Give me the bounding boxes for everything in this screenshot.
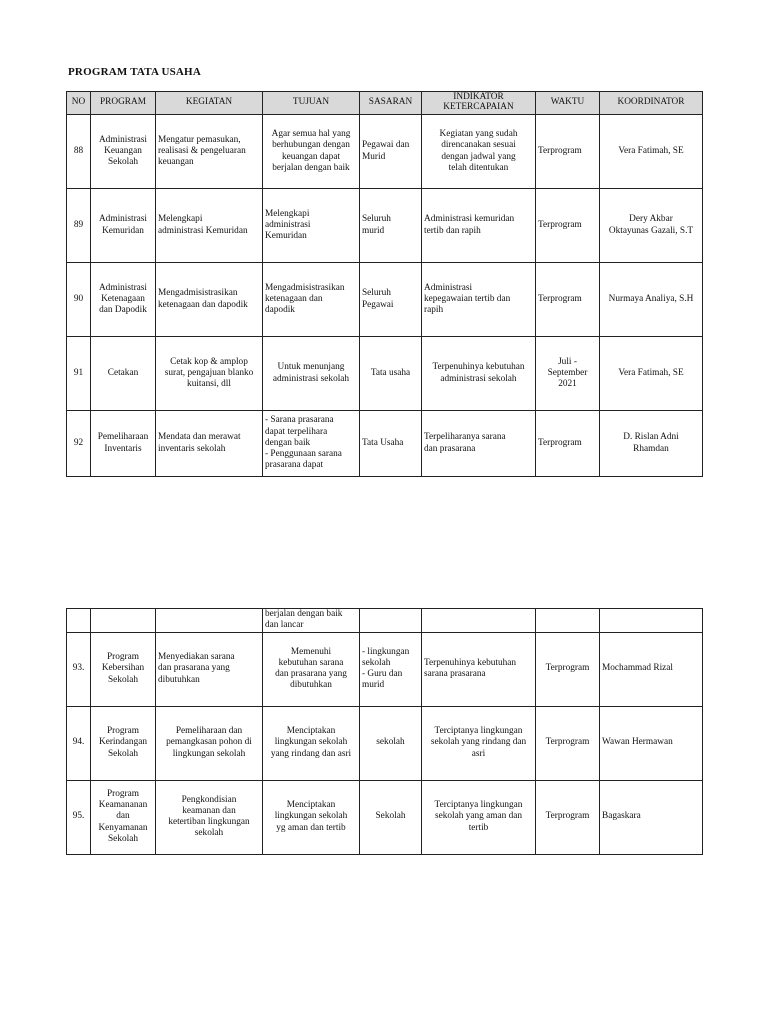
- indikator-line: tertib: [468, 822, 489, 833]
- no-cell: 91: [67, 337, 91, 411]
- tujuan-line: yg aman dan tertib: [276, 822, 346, 833]
- program-line: Program: [106, 788, 140, 799]
- tujuan-line: administrasi sekolah: [272, 373, 350, 384]
- tujuan-line: - Penggunaan sarana: [265, 449, 342, 460]
- tujuan-line: administrasi: [265, 219, 311, 230]
- kegiatan-line: inventaris sekolah: [158, 443, 226, 454]
- header-waktu: WAKTU: [536, 92, 600, 115]
- kegiatan-line: ketertiban lingkungan: [168, 817, 250, 828]
- kegiatan-line: Mengadmisistrasikan: [158, 288, 238, 299]
- koordinator-line: Wawan Hermawan: [602, 737, 673, 748]
- tujuan-line: dapodik: [265, 305, 295, 316]
- waktu-cell: [536, 189, 600, 263]
- table-header-row: [67, 92, 703, 115]
- tujuan-line: prasarana dapat: [265, 460, 324, 471]
- sasaran-line: murid: [362, 225, 385, 236]
- koordinator-line: D. Rislan Adni: [623, 432, 679, 443]
- indikator-line: tertib dan rapih: [424, 225, 481, 236]
- header-kegiatan: KEGIATAN: [156, 92, 263, 115]
- kegiatan-line: kuitansi, dll: [187, 379, 231, 390]
- indikator-line: sekolah yang rindang dan: [430, 737, 527, 748]
- tujuan-line: Mengadmisistrasikan: [265, 282, 345, 293]
- koordinator-cell: [600, 706, 703, 780]
- waktu-cell: [536, 411, 600, 477]
- waktu-line: Terprogram: [538, 219, 582, 230]
- table-row: [67, 632, 703, 706]
- sasaran-cell: [360, 115, 422, 189]
- tujuan-line: dan lancar: [265, 620, 304, 631]
- tujuan-cell: [263, 780, 360, 854]
- tujuan-line: dapat terpelihara: [265, 426, 328, 437]
- header-koordinator: KOORDINATOR: [600, 92, 703, 115]
- kegiatan-line: keamanan dan: [182, 805, 236, 816]
- program-line: Kerindangan: [98, 737, 147, 748]
- indikator-cell: [422, 780, 536, 854]
- table-row: [67, 115, 703, 189]
- koordinator-line: Vera Fatimah, SE: [618, 145, 684, 156]
- koordinator-cell: [600, 337, 703, 411]
- kegiatan-line: pemangkasan pohon di: [166, 737, 252, 748]
- program-line: Keamananan: [98, 800, 148, 811]
- tujuan-cell: [263, 263, 360, 337]
- program-cell: [91, 632, 156, 706]
- tujuan-cell: [263, 411, 360, 477]
- sasaran-cell: [360, 706, 422, 780]
- table-row: [67, 263, 703, 337]
- tujuan-line: berjalan dengan baik: [265, 609, 343, 619]
- table-row: [67, 706, 703, 780]
- waktu-line: Terprogram: [538, 293, 582, 304]
- table-row: [67, 189, 703, 263]
- indikator-line: sarana prasarana: [424, 669, 486, 680]
- indikator-line: dengan jadwal yang: [441, 151, 516, 162]
- indikator-cell: [422, 189, 536, 263]
- tujuan-line: keuangan dapat: [281, 151, 341, 162]
- program-line: Kemuridan: [102, 225, 144, 236]
- program-line: Sekolah: [108, 834, 138, 845]
- koordinator-cell: [600, 263, 703, 337]
- kegiatan-cell: [156, 337, 263, 411]
- indikator-line: Administrasi: [424, 282, 473, 293]
- sasaran-line: Pegawai: [362, 299, 394, 310]
- program-line: Program: [106, 726, 140, 737]
- waktu-line: Terprogram: [545, 811, 590, 822]
- kegiatan-cell: [156, 263, 263, 337]
- tujuan-line: lingkungan sekolah: [274, 811, 348, 822]
- kegiatan-line: realisasi & pengeluaran: [158, 145, 246, 156]
- program-line: Sekolah: [108, 748, 138, 759]
- sasaran-cell: [360, 337, 422, 411]
- sasaran-line: Tata usaha: [370, 367, 411, 378]
- koordinator-line: Nurmaya Analiya, S.H: [608, 293, 694, 304]
- table-row: [67, 780, 703, 854]
- page-title: PROGRAM TATA USAHA: [68, 66, 201, 78]
- waktu-line: Terprogram: [545, 663, 590, 674]
- program-line: Administrasi: [98, 214, 148, 225]
- kegiatan-cell: [156, 115, 263, 189]
- tujuan-line: dengan baik: [265, 437, 311, 448]
- indikator-line: rapih: [424, 305, 444, 316]
- waktu-line: Terprogram: [538, 145, 582, 156]
- tujuan-line: berjalan dengan baik: [272, 162, 350, 173]
- koordinator-line: Rhamdan: [633, 443, 669, 454]
- no-cell: 92: [67, 411, 91, 477]
- kegiatan-line: Mengatur pemasukan,: [158, 134, 241, 145]
- indikator-line: Terciptanya lingkungan: [434, 726, 523, 737]
- tujuan-line: lingkungan sekolah: [274, 737, 348, 748]
- program-line: Keuangan: [104, 145, 142, 156]
- no-cell: 93.: [67, 632, 91, 706]
- kegiatan-line: Cetak kop & amplop: [170, 356, 248, 367]
- tujuan-cell: [263, 189, 360, 263]
- waktu-cell: [536, 706, 600, 780]
- no-cell: 88: [67, 115, 91, 189]
- sasaran-line: Murid: [362, 151, 386, 162]
- sasaran-cell: [360, 632, 422, 706]
- kegiatan-line: Pengkondisian: [181, 794, 237, 805]
- kegiatan-line: keuangan: [158, 157, 194, 168]
- program-line: Kebersihan: [101, 663, 145, 674]
- waktu-cell: [536, 263, 600, 337]
- indikator-line: Administrasi kemuridan: [424, 214, 515, 225]
- indikator-line: Kegiatan yang sudah: [439, 128, 518, 139]
- kegiatan-line: ketenagaan dan dapodik: [158, 299, 248, 310]
- koordinator-cell: [600, 411, 703, 477]
- sasaran-line: Seluruh: [362, 214, 391, 225]
- tujuan-line: Melengkapi: [265, 208, 310, 219]
- indikator-line: Terpenuhinya kebutuhan: [424, 657, 517, 668]
- tujuan-cell: [263, 337, 360, 411]
- waktu-cell: [536, 632, 600, 706]
- sasaran-line: Sekolah: [375, 811, 406, 822]
- header-indikator: INDIKATOR KETERCAPAIAN: [422, 92, 536, 115]
- sasaran-line: Tata Usaha: [362, 437, 404, 448]
- table-row: [67, 337, 703, 411]
- sasaran-cell: [360, 780, 422, 854]
- tujuan-line: Untuk menunjang: [277, 362, 345, 373]
- indikator-line: dan prasarana: [424, 443, 476, 454]
- program-cell: [91, 780, 156, 854]
- sasaran-line: murid: [362, 680, 385, 691]
- indikator-cell: [422, 263, 536, 337]
- indikator-line: Terpeliharanya sarana: [424, 432, 506, 443]
- waktu-cell: [536, 115, 600, 189]
- sasaran-cell: [360, 189, 422, 263]
- no-cell: 90: [67, 263, 91, 337]
- header-sasaran: SASARAN: [360, 92, 422, 115]
- tujuan-line: Menciptakan: [286, 726, 336, 737]
- waktu-line: Terprogram: [545, 737, 590, 748]
- indikator-line: administrasi sekolah: [440, 373, 517, 384]
- indikator-cell: [422, 337, 536, 411]
- header-no: NO: [67, 92, 91, 115]
- indikator-cell: [422, 632, 536, 706]
- kegiatan-line: Melengkapi: [158, 214, 203, 225]
- sasaran-line: - lingkungan: [362, 646, 410, 657]
- program-line: Sekolah: [108, 674, 138, 685]
- program-cell: [91, 263, 156, 337]
- indikator-line: direncanakan sesuai: [441, 140, 516, 151]
- kegiatan-cell: [156, 706, 263, 780]
- waktu-cell: [536, 337, 600, 411]
- kegiatan-line: sekolah: [194, 828, 224, 839]
- program-cell: [91, 189, 156, 263]
- sasaran-line: sekolah: [362, 657, 391, 668]
- indikator-line: Terciptanya lingkungan: [434, 800, 523, 811]
- tujuan-cell: [263, 632, 360, 706]
- program-table-continued: [66, 608, 703, 855]
- program-line: Inventaris: [104, 443, 142, 454]
- continuation-row: [67, 609, 703, 633]
- tujuan-line: Agar semua hal yang: [271, 128, 351, 139]
- tujuan-line: Memenuhi: [290, 646, 332, 657]
- waktu-line: September: [547, 367, 588, 378]
- tujuan-line: Kemuridan: [265, 231, 307, 242]
- kegiatan-cell: [156, 632, 263, 706]
- no-cell: 89: [67, 189, 91, 263]
- program-line: Sekolah: [108, 157, 138, 168]
- kegiatan-cell: [156, 780, 263, 854]
- program-cell: [91, 706, 156, 780]
- kegiatan-line: surat, pengajuan blanko: [164, 367, 254, 378]
- indikator-cell: [422, 115, 536, 189]
- tujuan-cell: [263, 115, 360, 189]
- koordinator-line: Bagaskara: [602, 811, 641, 822]
- waktu-line: Juli -: [558, 356, 577, 367]
- header-tujuan: TUJUAN: [263, 92, 360, 115]
- program-line: Ketenagaan: [101, 293, 145, 304]
- tujuan-line: Menciptakan: [286, 800, 336, 811]
- program-line: Program: [106, 652, 140, 663]
- program-line: Administrasi: [98, 282, 148, 293]
- koordinator-line: Dery Akbar: [629, 214, 673, 225]
- indikator-cell: [422, 706, 536, 780]
- program-line: Pemeliharaan: [97, 432, 149, 443]
- program-line: Administrasi: [98, 134, 148, 145]
- kegiatan-line: Mendata dan merawat: [158, 432, 241, 443]
- tujuan-line: - Sarana prasarana: [265, 415, 334, 426]
- kegiatan-line: dibutuhkan: [158, 674, 200, 685]
- header-program: PROGRAM: [91, 92, 156, 115]
- tujuan-line: ketenagaan dan: [265, 293, 323, 304]
- sasaran-cell: [360, 411, 422, 477]
- tujuan-cell: [263, 706, 360, 780]
- waktu-cell: [536, 780, 600, 854]
- kegiatan-cell: [156, 411, 263, 477]
- tujuan-line: kebutuhan sarana: [278, 657, 344, 668]
- koordinator-line: Vera Fatimah, SE: [618, 367, 684, 378]
- no-cell: 95.: [67, 780, 91, 854]
- sasaran-line: Pegawai dan: [362, 140, 410, 151]
- sasaran-line: Seluruh: [362, 288, 391, 299]
- indikator-line: kepegawaian tertib dan: [424, 293, 511, 304]
- koordinator-cell: [600, 632, 703, 706]
- sasaran-line: - Guru dan: [362, 669, 403, 680]
- indikator-line: asri: [471, 748, 486, 759]
- koordinator-cell: [600, 115, 703, 189]
- tujuan-line: dan prasarana yang: [275, 669, 347, 680]
- kegiatan-line: lingkungan sekolah: [172, 748, 246, 759]
- tujuan-line: dibutuhkan: [290, 680, 332, 691]
- indikator-line: Terpenuhinya kebutuhan: [432, 362, 525, 373]
- sasaran-line: sekolah: [376, 737, 405, 748]
- program-cell: [91, 115, 156, 189]
- program-line: dan Dapodik: [99, 305, 147, 316]
- koordinator-line: Oktayunas Gazali, S.T: [608, 225, 694, 236]
- program-line: Cetakan: [107, 367, 139, 378]
- waktu-line: Terprogram: [538, 437, 582, 448]
- kegiatan-line: Pemeliharaan dan: [175, 726, 243, 737]
- table-row: [67, 411, 703, 477]
- program-line: dan: [116, 811, 130, 822]
- kegiatan-line: administrasi Kemuridan: [158, 225, 248, 236]
- program-line: Kenyamanan: [98, 822, 148, 833]
- indikator-cell: [422, 411, 536, 477]
- tujuan-line: berhubungan dengan: [272, 140, 350, 151]
- indikator-line: sekolah yang aman dan: [435, 811, 522, 822]
- koordinator-cell: [600, 780, 703, 854]
- program-table: [66, 91, 703, 477]
- indikator-line: telah ditentukan: [448, 162, 509, 173]
- tujuan-cell: [263, 609, 360, 633]
- tujuan-line: yang rindang dan asri: [270, 748, 352, 759]
- kegiatan-cell: [156, 189, 263, 263]
- program-cell: [91, 411, 156, 477]
- program-cell: [91, 337, 156, 411]
- kegiatan-line: dan prasarana yang: [158, 663, 230, 674]
- no-cell: 94.: [67, 706, 91, 780]
- koordinator-cell: [600, 189, 703, 263]
- koordinator-line: Mochammad Rizal: [602, 663, 673, 674]
- sasaran-cell: [360, 263, 422, 337]
- waktu-line: 2021: [558, 379, 577, 390]
- kegiatan-line: Menyediakan sarana: [158, 652, 235, 663]
